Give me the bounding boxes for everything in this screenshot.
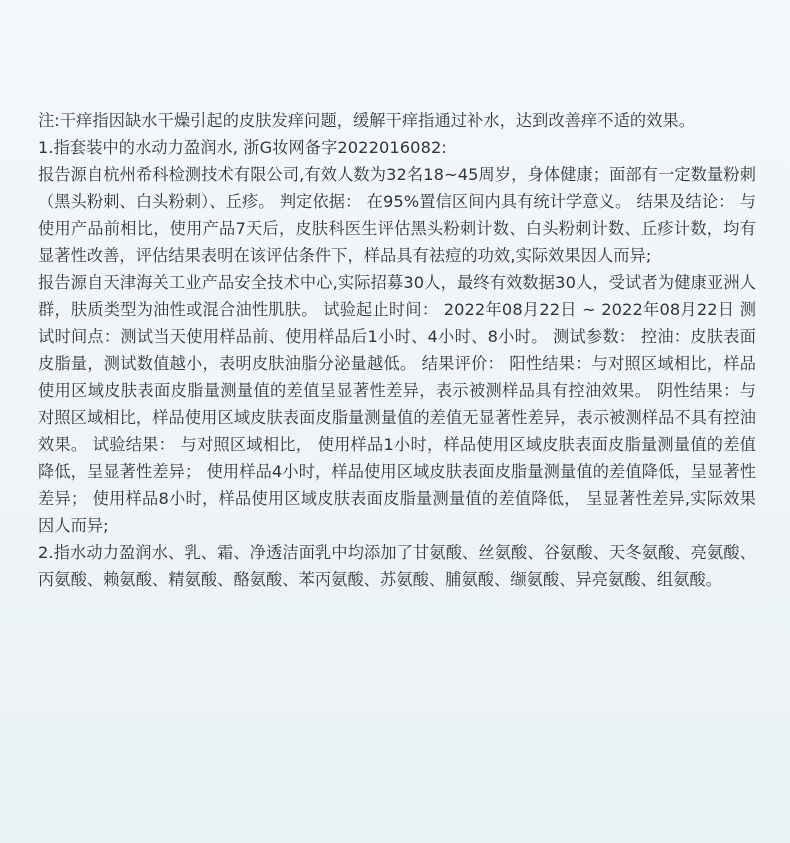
item-2-paragraph: 2.指水动力盈润水、乳、霜、净透洁面乳中均添加了甘氨酸、丝氨酸、谷氨酸、天冬氨酸、亮氨酸、丙氨酸、赖氨酸、精氨酸、酪氨酸、苯丙氨酸、苏氨酸、脯氨酸、缬氨酸、异亮氨酸、组氨酸。 [38, 543, 756, 589]
item-1-heading: 1.指套装中的水动力盈润水, 浙G妆网备字2022016082: [38, 138, 447, 157]
disclaimer-text-block [38, 107, 756, 593]
note-paragraph: 注:干痒指因缺水干燥引起的皮肤发痒问题，缓解干痒指通过补水，达到改善痒不适的效果。 [38, 111, 696, 130]
report-2-paragraph: 报告源自天津海关工业产品安全技术中心,实际招募30人，最终有效数据30人，受试者为健康亚洲人群，肤质类型为油性或混合油性肌肤。 试验起止时间： 2022年08月22日 ~ 2022年08月22日 测试时间点：测试当天使用样品前、使用样品后1小时、4小时、8小时。 测试参数： 控油：皮肤表面皮脂量，测试数值越小，表明皮肤油脂分泌量越低。 结果评价： 阳性结果：与对照区域相比，样品使用区域皮肤表面皮脂量测量值的差值呈显著性差异，表示被测样品具有控油效果。 阴性结果：与对照区域相比，样品使用区域皮肤表面皮脂量测量值的差值无显著性差异，表示被测样品不具有控油效果。 试验结果： 与对照区域相比， 使用样品1小时，样品使用区域皮肤表面皮脂量测量值的差值降低，呈显著性差异； 使用样品4小时，样品使用区域皮肤表面皮脂量测量值的差值降低，呈显著性差异； 使用样品8小时，样品使用区域皮肤表面皮脂量测量值的差值降低， 呈显著性差异,实际效果因人而异; [38, 273, 756, 535]
report-1-paragraph: 报告源自杭州希科检测技术有限公司,有效人数为32名18~45周岁，身体健康；面部有一定数量粉刺（黑头粉刺、白头粉刺）、丘疹。 判定依据： 在95%置信区间内具有统计学意义。 结果及结论： 与使用产品前相比，使用产品7天后，皮肤科医生评估黑头粉刺计数、白头粉刺计数、丘疹计数，均有显著性改善，评估结果表明在该评估条件下，样品具有祛痘的功效,实际效果因人而异; [38, 165, 756, 265]
